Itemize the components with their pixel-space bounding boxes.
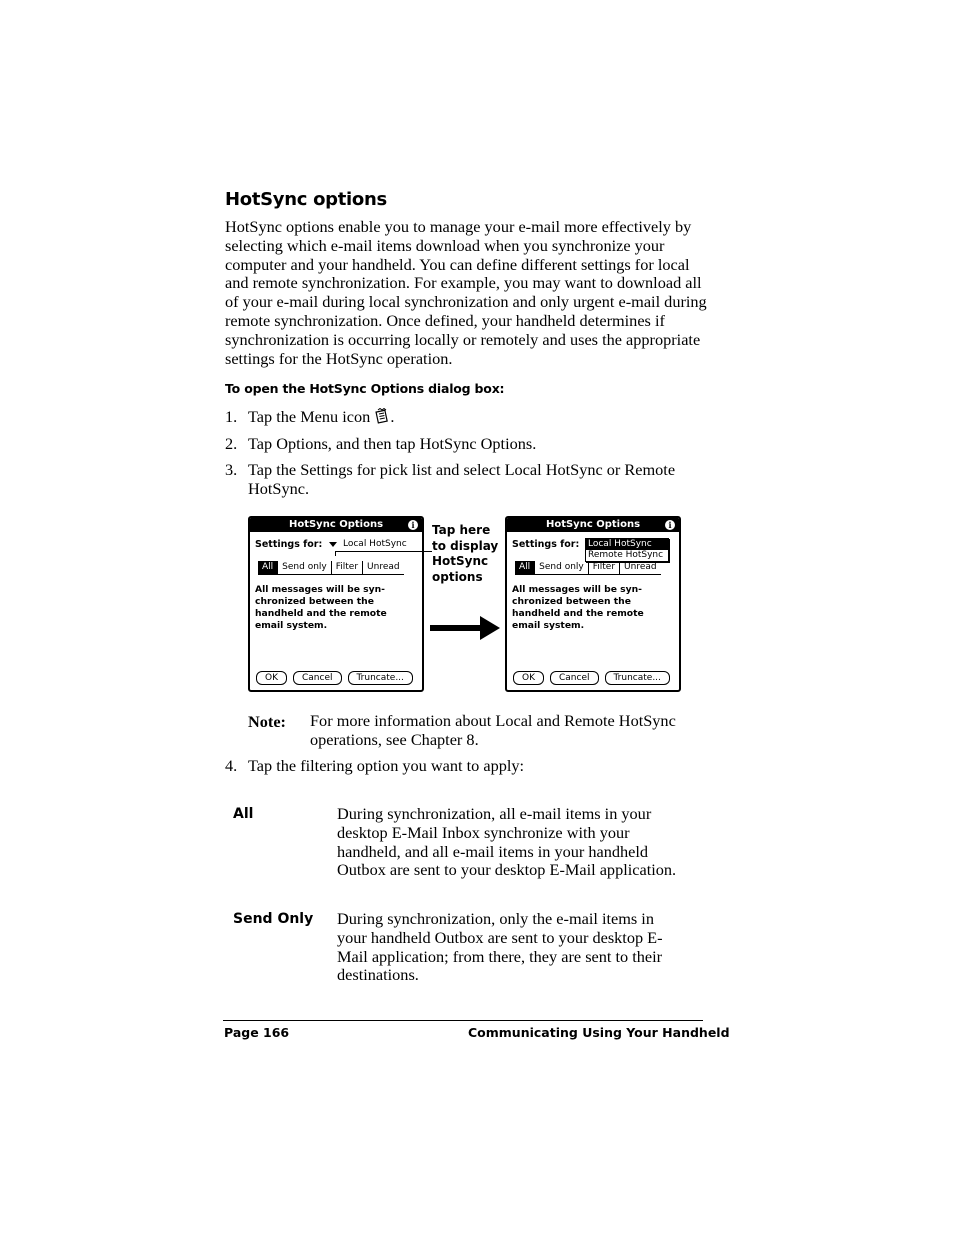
definition-text-all: During synchronization, all e-mail items in your desktop E-Mail Inbox synchronize with your handheld, and all e-mail items in your handheld Outbox are sent to your desktop E-Mail application. [337,804,677,880]
button-row [256,671,413,685]
tab-unread[interactable]: Unread [619,561,661,574]
intro-paragraph: HotSync options enable you to manage your e-mail more effectively by selecting which e-mail items download when you synchronize your computer and your handheld. You can define different settings for local and remote synchronization. For example, you may want to download all of your e-mail during local synchronization and only urgent e-mail during remote synchronization. Once defined, your handheld determines if synchronization is occurring locally or remotely and uses the appropriate settings for the HotSync operation. [225,217,707,368]
step-number: 3. [225,460,238,479]
step-number: 1. [225,407,238,426]
tab-all[interactable]: All [258,561,277,574]
screen-title: HotSync Options [288,519,384,530]
filter-description: All messages will be syn-chronized between the handheld and the remote email system. [255,584,387,631]
definition-term-all: All [233,806,254,822]
filter-description: All messages will be syn-chronized between the handheld and the remote email system. [512,584,644,631]
truncate-button[interactable]: Truncate... [605,671,670,685]
ok-button[interactable]: OK [513,671,544,685]
settings-pick-list[interactable]: Local HotSync [343,539,407,549]
button-row [513,671,670,685]
step-number: 2. [225,434,238,453]
truncate-button[interactable]: Truncate... [348,671,413,685]
menu-icon [374,408,390,424]
tab-unread[interactable]: Unread [362,561,404,574]
tab-send-only[interactable]: Send only [277,561,331,574]
step-text: Tap the filtering option you want to apply: [248,756,525,775]
page-number: Page 166 [224,1025,290,1040]
cancel-button[interactable]: Cancel [293,671,342,685]
arrow-right-icon [430,615,502,641]
tab-filter[interactable]: Filter [588,561,619,574]
step-number: 4. [225,756,238,775]
note-label: Note: [248,712,286,731]
cancel-button[interactable]: Cancel [550,671,599,685]
definition-term-send-only: Send Only [233,911,314,927]
screen-titlebar [507,518,679,532]
footer-rule [223,1020,703,1021]
tab-send-only[interactable]: Send only [534,561,588,574]
definition-text-send-only: During synchronization, only the e-mail items in your handheld Outbox are sent to your desktop E-Mail application; from there, they are sent to their destinations. [337,909,663,985]
ok-button[interactable]: OK [256,671,287,685]
info-icon[interactable]: i [665,520,675,530]
hotsync-options-screen-right [505,516,681,692]
callout-leader-line [335,551,432,556]
screen-titlebar [250,518,422,532]
info-icon[interactable]: i [408,520,418,530]
chapter-title: Communicating Using Your Handheld [468,1025,730,1040]
chevron-down-icon[interactable] [329,542,337,547]
note-text: For more information about Local and Remote HotSync operations, see Chapter 8. [310,711,676,749]
settings-for-label: Settings for: [512,539,580,550]
popup-item-local-hotsync[interactable]: Local HotSync [586,539,668,550]
step-text: Tap the Settings for pick list and select Local HotSync or Remote HotSync. [248,460,676,498]
filter-tabs [258,561,404,575]
filter-tabs [515,561,661,575]
settings-popup-list [585,538,669,562]
section-heading: HotSync options [225,189,387,210]
tab-filter[interactable]: Filter [331,561,362,574]
step-text: Tap the Menu icon . [248,407,395,426]
hotsync-options-screen-left [248,516,424,692]
procedure-title: To open the HotSync Options dialog box: [225,381,505,396]
tab-all[interactable]: All [515,561,534,574]
callout-text: Tap here to display HotSync options [432,523,499,584]
popup-item-remote-hotsync[interactable]: Remote HotSync [588,550,664,560]
screen-title: HotSync Options [545,519,641,530]
settings-for-label: Settings for: [255,539,323,550]
step-text: Tap Options, and then tap HotSync Options. [248,434,537,453]
